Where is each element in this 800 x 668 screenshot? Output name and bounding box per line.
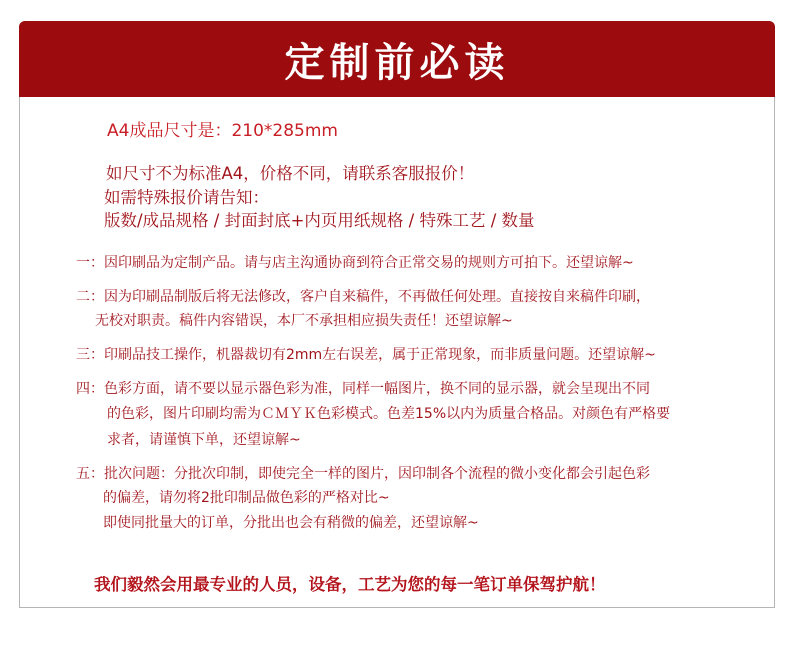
clause-2-line-2: 无校对职责。稿件内容错误，本厂不承担相应损失责任！还望谅解~ bbox=[95, 313, 513, 329]
special-quote-note: 如需特殊报价请告知： bbox=[104, 188, 269, 207]
clause-2-line-1: 二：因为印刷品制版后将无法修改，客户自来稿件，不再做任何处理。直接按自来稿件印刷， bbox=[76, 289, 650, 305]
clause-3: 三：印刷品技工操作，机器裁切有2mm左右误差，属于正常现象，而非质量问题。还望谅解~ bbox=[76, 347, 656, 363]
header-banner bbox=[19, 21, 775, 97]
quote-requirements: 版数/成品规格 / 封面封底+内页用纸规格 / 特殊工艺 / 数量 bbox=[104, 211, 535, 230]
clause-4-line-2: 的色彩，图片印刷均需为ＣＭＹＫ色彩模式。色差15%以内为质量合格品。对颜色有严格要 bbox=[107, 406, 671, 422]
clause-1: 一：因印刷品为定制产品。请与店主沟通协商到符合正常交易的规则方可拍下。还望谅解~ bbox=[76, 255, 634, 271]
custom-size-note: 如尺寸不为标准A4，价格不同，请联系客服报价！ bbox=[106, 164, 475, 183]
clause-4-line-1: 四：色彩方面，请不要以显示器色彩为准，同样一幅图片，换不同的显示器，就会呈现出不同 bbox=[76, 381, 650, 397]
clause-5-line-3: 即使同批量大的订单，分批出也会有稍微的偏差，还望谅解~ bbox=[103, 515, 479, 531]
clause-4-line-3: 求者，请谨慎下单，还望谅解~ bbox=[107, 432, 301, 448]
clause-5-line-2: 的偏差，请勿将2批印制品做色彩的严格对比~ bbox=[103, 490, 390, 506]
closing-statement: 我们毅然会用最专业的人员，设备，工艺为您的每一笔订单保驾护航！ bbox=[94, 575, 606, 594]
notice-card bbox=[19, 21, 775, 608]
page-title: 定制前必读 bbox=[284, 39, 510, 86]
size-spec: A4成品尺寸是：210*285mm bbox=[107, 121, 338, 141]
clause-5-line-1: 五：批次问题：分批次印制，即使完全一样的图片，因印制各个流程的微小变化都会引起色彩 bbox=[76, 466, 650, 482]
